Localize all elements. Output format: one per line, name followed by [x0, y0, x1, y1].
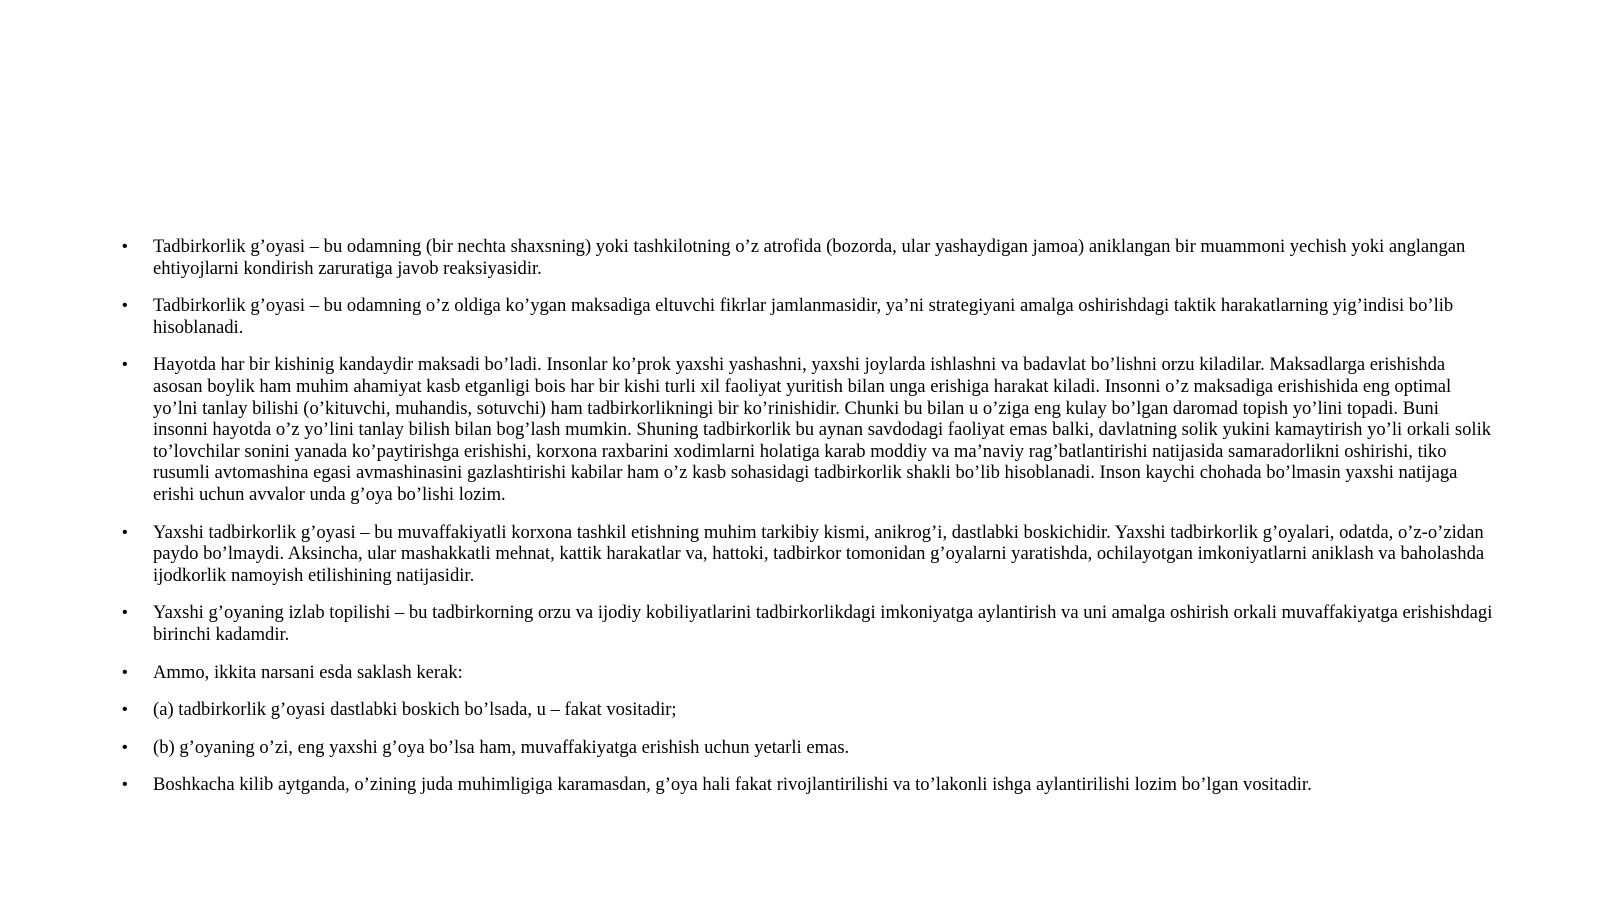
bullet-text: Tadbirkorlik g’oyasi – bu odamning o’z oldiga ko’ygan maksadiga eltuvchi fikrlar jamlanmasidir, ya’ni strategiyani amalga oshirishdagi taktik harakatlarning yig’indisi bo’lib hisoblanadi.	[153, 295, 1454, 338]
bullet-item	[118, 662, 1498, 684]
bullet-item	[118, 522, 1498, 587]
bullet-text: Yaxshi tadbirkorlik g’oyasi – bu muvaffakiyatli korxona tashkil etishning muhim tarkibiy kismi, anikrog’i, dastlabki boskichidir. Yaxshi tadbirkorlik g’oyalari, odatda, o’z-o’zidan paydo bo’lmaydi. Aksincha, ular mashakkatli mehnat, kattik harakatlar va, hattoki, tadbirkor tomonidan g’oyalarni yaratishda, ochilayotgan imkoniyatlarni aniklash va baholashda ijodkorlik namoyish etilishining natijasidir.	[153, 521, 1485, 586]
bullet-item	[118, 354, 1498, 505]
bullet-dot-icon: •	[122, 701, 128, 719]
bullet-text: Tadbirkorlik g’oyasi – bu odamning (bir nechta shaxsning) yoki tashkilotning o’z atrofida (bozorda, ular yashaydigan jamoa) aniklangan bir muammoni yechish yoki anglangan ehtiyojlarni kondirish zaruratiga javob reaksiyasidir.	[153, 236, 1466, 279]
bullet-dot-icon: •	[122, 663, 128, 681]
bullet-text: (b) g’oyaning o’zi, eng yaxshi g’oya bo’lsa ham, muvaffakiyatga erishish uchun yetarli emas.	[153, 736, 850, 758]
bullet-list	[118, 236, 1498, 796]
bullet-dot-icon: •	[122, 776, 128, 794]
bullet-dot-icon: •	[122, 238, 128, 255]
bullet-dot-icon: •	[122, 738, 128, 756]
bullet-item	[118, 699, 1498, 721]
bullet-item	[118, 236, 1498, 279]
bullet-text: (a) tadbirkorlik g’oyasi dastlabki boskich bo’lsada, u – fakat vositadir;	[153, 699, 677, 721]
bullet-text: Boshkacha kilib aytganda, o’zining juda muhimligiga karamasdan, g’oya hali fakat rivojlantirilishi va to’lakonli ishga aylantirilishi lozim bo’lgan vositadir.	[153, 774, 1312, 796]
bullet-item	[118, 602, 1498, 645]
slide-body	[118, 236, 1498, 812]
bullet-dot-icon: •	[122, 297, 128, 315]
bullet-dot-icon: •	[122, 604, 128, 622]
bullet-item	[118, 295, 1498, 338]
bullet-dot-icon: •	[122, 356, 128, 374]
bullet-item	[118, 774, 1498, 796]
bullet-text: Ammo, ikkita narsani esda saklash kerak:	[153, 661, 463, 683]
bullet-text: Yaxshi g’oyaning izlab topilishi – bu tadbirkorning orzu va ijodiy kobiliyatlarini tadbirkorlikdagi imkoniyatga aylantirish va uni amalga oshirish orkali muvaffakiyatga erishishdagi birinchi kadamdir.	[153, 602, 1493, 645]
bullet-text: Hayotda har bir kishinig kandaydir maksadi bo’ladi. Insonlar ko’prok yaxshi yashashni, yaxshi joylarda ishlashni va badavlat bo’lishni orzu kiladilar. Maksadlarga erishishda asosan boylik ham muhim ahamiyat kasb etganligi bois har bir kishi turli xil faoliyat yuritish bilan unga erishiga harakat kiladi. Insonni o’z maksadiga erishishida eng optimal yo’lni tanlay bilishi (o’kituvchi, muhandis, sotuvchi) ham tadbirkorlikningi bir ko’rinishidir. Chunki bu bilan u o’ziga eng kulay bo’lgan daromad topish yo’lini topadi. Buni insonni hayotda o’z yo’lini tanlay bilish bilan bog’lash mumkin. Shuning tadbirkorlik bu aynan savdodagi faoliyat emas balki, davlatning solik yukini kamaytirish yo’li orkali solik to’lovchilar sonini yanada ko’paytirishga erishishi, korxona raxbarini xodimlarni holatiga karab moddiy va ma’naviy rag’batlantirishi natijasida samaradorlikni oshirishi, tiko rusumli avtomashina egasi avmashinasini gazlashtirishi kabilar ham o’z kasb sohasidagi tadbirkorlik shakli bo’lib hisoblanadi. Inson kaychi chohada bo’lmasin yaxshi natijaga erishi uchun avvalor unda g’oya bo’lishi lozim.	[153, 354, 1492, 505]
bullet-item	[118, 737, 1498, 759]
bullet-dot-icon: •	[122, 523, 128, 541]
